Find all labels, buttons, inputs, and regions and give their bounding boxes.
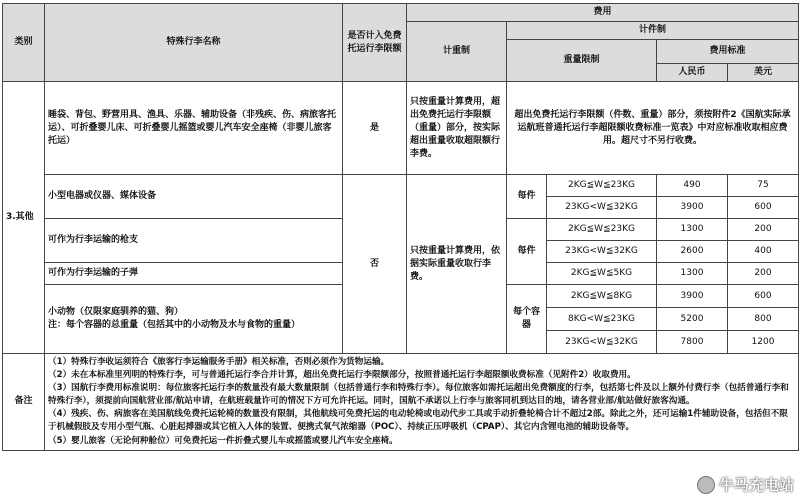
item-sports-equipment: 睡袋、背包、野营用具、渔具、乐器、辅助设备（非残疾、伤、病旅客托运）、可折叠婴儿床、可折叠婴儿摇篮或婴儿汽车安全座椅（非婴儿旅客托运）	[45, 82, 343, 175]
header-usd: 美元	[728, 64, 799, 82]
fee-rmb: 2600	[657, 241, 728, 263]
note-item: （2）未在本标准里列明的特殊行李，可与普通托运行李合并计算，超出免费托运行李限额部分，按照普通托运行李超限额收费标准（见附件2）收取费用。	[48, 370, 636, 381]
fee-usd: 75	[728, 175, 799, 197]
fee-usd: 600	[728, 197, 799, 219]
weight-system-rule-1: 只按重量计算费用，超出免费托运行李限额（重量）部分，按实际超出重量收取超限额行李费。	[407, 82, 507, 175]
weight-range: 23KG<W≦32KG	[547, 241, 657, 263]
item-ammunition: 可作为行李运输的子弹	[45, 263, 343, 285]
header-category: 类别	[3, 4, 45, 82]
note-item: （3）国航行李费用标准说明：每位旅客托运行李的数量没有最大数量限制（包括普通行李和特殊行李）。每位旅客如需托运超出免费额度的行李，包括第七件及以上额外付费行李（包括普通行李和特殊行李），须提前向国航营业部/航站申请，在航班载量许可的情况下方可允许托运。同时，国航不承诺以上行李与旅客同机到达目的地，请各营业部/航站做好旅客沟通。	[48, 383, 789, 407]
fee-usd: 800	[728, 308, 799, 331]
fee-rmb: 5200	[657, 308, 728, 331]
fee-rmb: 1300	[657, 263, 728, 285]
header-weight-limit: 重量限制	[507, 40, 657, 82]
fee-usd: 1200	[728, 331, 799, 354]
note-item: （5）婴儿旅客（无论何种舱位）可免费托运一件折叠式婴儿车或摇篮或婴儿汽车安全座椅。	[48, 435, 398, 446]
unit-per-piece: 每件	[507, 219, 547, 285]
weight-range: 2KG≦W≦23KG	[547, 175, 657, 197]
notes-label: 备注	[3, 354, 45, 450]
header-piece-system: 计件制	[507, 22, 799, 40]
fee-rmb: 3900	[657, 197, 728, 219]
weight-system-rule-2: 只按重量计算费用，依据实际重量收取行李费。	[407, 175, 507, 354]
weight-range: 2KG≦W≦8KG	[547, 285, 657, 308]
fee-rmb: 1300	[657, 219, 728, 241]
counted-yes: 是	[343, 82, 407, 175]
weight-range: 8KG<W≦23KG	[547, 308, 657, 331]
watermark	[697, 474, 794, 495]
header-fee-standard: 费用标准	[657, 40, 799, 64]
header-weight-system: 计重制	[407, 22, 507, 82]
weight-range: 2KG≦W≦23KG	[547, 219, 657, 241]
watermark-text: 牛马充电站	[718, 476, 794, 494]
item-electronics: 小型电器或仪器、媒体设备	[45, 175, 343, 219]
category-other: 3.其他	[3, 82, 45, 354]
header-rmb: 人民币	[657, 64, 728, 82]
header-item-name: 特殊行李名称	[45, 4, 343, 82]
fee-usd: 400	[728, 241, 799, 263]
weight-range: 23KG<W≦32KG	[547, 197, 657, 219]
fee-rmb: 490	[657, 175, 728, 197]
piece-system-rule-1: 超出免费托运行李限额（件数、重量）部分，须按附件2《国航实际承运航班普通托运行李超限额收费标准一览表》中对应标准收取相应费用。超尺寸不另行收费。	[507, 82, 799, 175]
fee-usd: 200	[728, 263, 799, 285]
fee-rmb: 7800	[657, 331, 728, 354]
notes-content	[45, 354, 799, 450]
header-fee: 费用	[407, 4, 799, 22]
counted-no: 否	[343, 175, 407, 354]
fee-rmb: 3900	[657, 285, 728, 308]
note-item: （1）特殊行李收运须符合《旅客行李运输服务手册》相关标准，否则必须作为货物运输。	[48, 357, 390, 368]
logo-icon	[697, 476, 715, 494]
special-baggage-fee-table	[2, 3, 799, 451]
weight-range: 2KG≦W≦5KG	[547, 263, 657, 285]
unit-per-piece: 每件	[507, 175, 547, 219]
item-small-pets: 小动物（仅限家庭驯养的猫、狗） 注：每个容器的总重量（包括其中的小动物及水与食物的重量）	[45, 285, 343, 354]
header-free-allowance: 是否计入免费托运行李限额	[343, 4, 407, 82]
item-firearms: 可作为行李运输的枪支	[45, 219, 343, 263]
fee-usd: 200	[728, 219, 799, 241]
unit-per-container: 每个容器	[507, 285, 547, 354]
fee-usd: 600	[728, 285, 799, 308]
note-item: （4）残疾、伤、病旅客在美国航线免费托运轮椅的数量没有限制，其他航线可免费托运的电动轮椅或电动代步工具或手动折叠轮椅合计不超过2部。除此之外，还可运输1件辅助设备，包括但不限于机械假肢及专用小型气瓶、心脏起搏器或其它植入人体的装置、便携式氧气浓缩器（POC）、持续正压呼吸机（CPAP）、其它内含锂电池的辅助设备等。	[48, 409, 788, 433]
weight-range: 23KG<W≦32KG	[547, 331, 657, 354]
